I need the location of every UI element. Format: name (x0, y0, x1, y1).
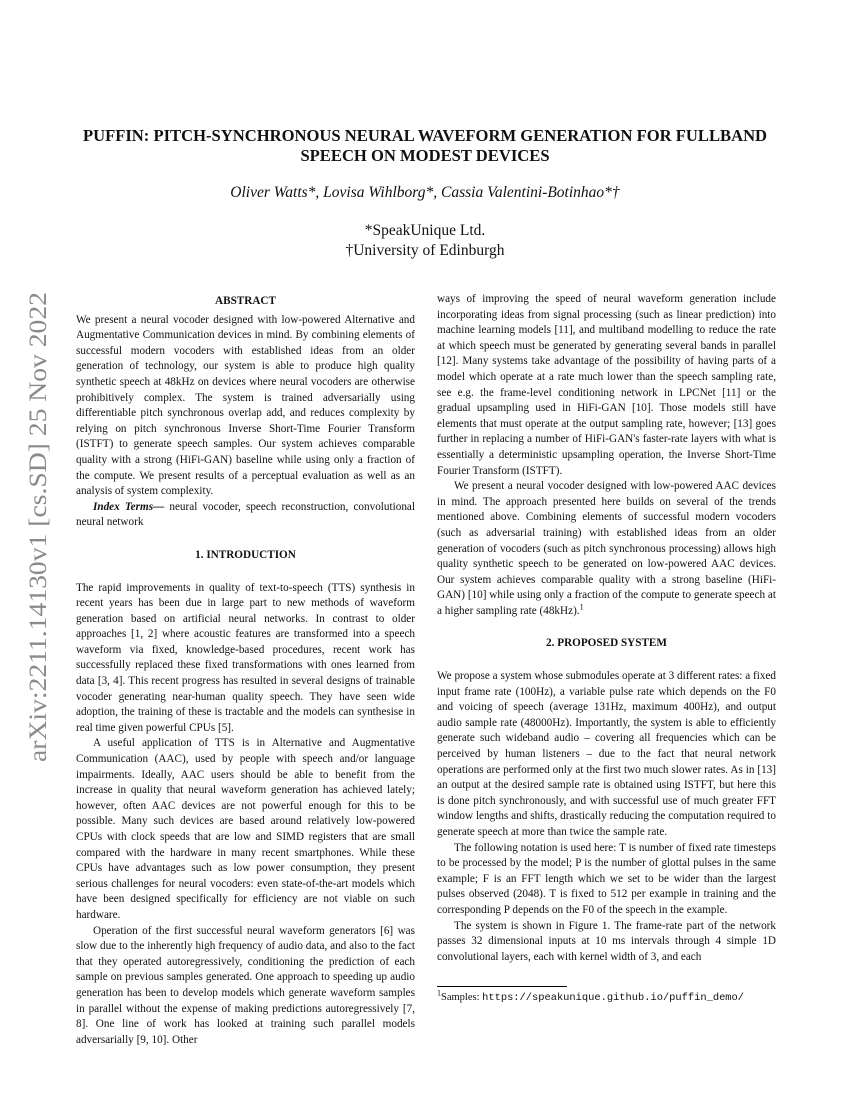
footnote-label: Samples: (441, 992, 483, 1003)
system-paragraph-1: We propose a system whose submodules operate at 3 different rates: a fixed input frame rate (100Hz), a variable pulse rate which depends on the F0 and voicing of speech (average 131Hz, maximum 400Hz), and output audio sample rate (48000Hz). Importantly, the system is able to efficiently generate such wideband audio – covering all frequencies which can be perceived by human listeners – due to the fact that neural network operations are performed only at the first two much slower rates. As in [13] an output at the desired sample rate is obtained using ISTFT, but here this is done pitch synchronously, and with successful use of much greater FFT window lengths and shifts, drastically reducing the computation required to generate speech at more than twice the sample rate. (437, 670, 776, 838)
index-terms (76, 500, 415, 531)
title-line-1: PUFFIN: PITCH-SYNCHRONOUS NEURAL WAVEFORM GENERATION FOR FULLBAND (82, 126, 768, 145)
intro-paragraph-3: Operation of the first successful neural waveform generators [6] was slow due to the inherently high frequency of audio data, and also to the fact that they operated autoregressively, conditioning the prediction of each sample on previous samples generated. One approach to speeding up audio generation has been to develop models which generate waveform samples in parallel without the expense of making predictions autoregressively [7, 8]. One line of work has looked at training such parallel models adversarially [9, 10]. Other (76, 924, 415, 1046)
left-column (76, 294, 415, 1048)
abstract-text: We present a neural vocoder designed with low-powered Alternative and Augmentative Communication devices in mind. By combining elements of successful modern vocoders with established ideas from an older generation of technology, our system is able to produce high quality synthetic speech at 48kHz on devices where neural vocoders are otherwise prohibitively complex. The system is trained adversarially using differentiable pitch synchronous overlap add, and reduces complexity by relying on pitch synchronous Inverse Short-Time Fourier Transform (ISTFT) to generate speech samples. Our system achieves comparable quality with a strong (HiFi-GAN) baseline while using only a fraction of the compute. We present results of a perceptual evaluation as well as an analysis of system complexity. (76, 313, 415, 498)
samples-url-link[interactable]: https://speakunique.github.io/puffin_demo/ (482, 992, 745, 1004)
arxiv-stamp-text: arXiv:2211.14130v1 [cs.SD] 25 Nov 2022 (25, 336, 52, 762)
right-column (437, 292, 776, 965)
paper-title (60, 126, 790, 166)
affiliation-edinburgh: †University of Edinburgh (345, 242, 505, 259)
abstract-heading: ABSTRACT (215, 295, 276, 307)
intro-paragraph-2: A useful application of TTS is in Alternative and Augmentative Communication (AAC), used by people with speech and/or language impairments. Ideally, AAC users should be able to benefit from the increase in quality that neural waveform generation has achieved lately; however, often AAC devices are not powerful enough for this to be possible. Many such devices are based around relatively low-powered CPUs with clock speeds that are low and SIMD registers that are small compared with the hardware in many recent smartphones. While these CPUs have advantages such as low power consumption, they present serious challenges for neural vocoders: even state-of-the-art models which have been designed specifically for efficiency are not viable on such hardware. (76, 737, 415, 921)
footnote-rule (437, 986, 567, 987)
footnote-marker: 1 (579, 602, 584, 612)
affiliation-speakunique: *SpeakUnique Ltd. (364, 222, 486, 239)
intro-paragraph-1: The rapid improvements in quality of text-to-speech (TTS) synthesis in recent years has been due in large part to new methods of waveform generation based on artificial neural networks. In contrast to older approaches [1, 2] where acoustic features are transformed into a speech waveform via fixed, knowledge-based procedures, recent work has successfully replaced these fixed transformations with ones learned from data [3, 4]. This recent progress has resulted in several designs of trainable vocoder generating near-human quality speech. They have seen wide adoption, the training of these is tractable and the models can synthesise in real time given powerful CPUs [5]. (76, 581, 415, 734)
system-paragraph-3: The system is shown in Figure 1. The frame-rate part of the network passes 32 dimensional inputs at 10 ms intervals through 4 simple 1D convolutional layers, each with kernel width of 3, and each (437, 919, 776, 963)
index-terms-text: neural vocoder, speech reconstruction, convolutional neural network (76, 500, 415, 529)
footnote-number: 1 (437, 988, 441, 998)
arxiv-stamp (14, 292, 54, 762)
proposed-system-heading: 2. PROPOSED SYSTEM (546, 637, 667, 650)
title-line-2: SPEECH ON MODEST DEVICES (300, 146, 550, 165)
index-terms-label: Index Terms— (93, 500, 165, 513)
author-list: Oliver Watts*, Lovisa Wihlborg*, Cassia Valentini-Botinhao*† (230, 184, 620, 201)
footnote (437, 986, 776, 1004)
intro-paragraph-4: ways of improving the speed of neural waveform generation include incorporating ideas from signal processing (such as linear prediction) into machine learning models [11], and multiband modelling to reduce the rate at which speech must be generated by generating several bands in parallel [12]. Many systems take advantage of the possibility of having parts of a model which operate at a rate much lower than the speech sampling rate, see e.g. the frame-level conditioning network in LPCNet [11] or the gradual upsampling used in HiFi-GAN [10]. Those models still have elements that must operate at the output sampling rate, however; [13] goes further in replacing a number of HiFi-GAN's faster-rate layers with what is essentially a deterministic upsampling operation, the Inverse Short-Time Fourier Transform (ISTFT). (437, 293, 776, 477)
intro-paragraph-5-text: We present a neural vocoder designed with low-powered AAC devices in mind. The approach presented here builds on several of the trends mentioned above. Combining elements of successful modern vocoders (such as adversarial training) with established ideas from an older generation of vocoders (such as pitch synchronous processing) allows high quality synthetic speech to be generated on low-powered AAC devices. Our system achieves comparable quality with a strong baseline (HiFi-GAN) [10] while using only a fraction of the compute to generate speech at a higher sampling rate (48kHz). (437, 480, 776, 617)
introduction-heading: 1. INTRODUCTION (195, 548, 296, 561)
system-paragraph-2: The following notation is used here: T is number of fixed rate timesteps to be processed by the model; P is the number of glottal pulses in the same example; F is an FFT length which we set to be wider than the largest pulses observed (2048). T is fixed to 512 per example in training and the corresponding P depends on the F0 of the speech in the example. (437, 841, 776, 916)
intro-paragraph-5 (437, 479, 776, 619)
affiliations (60, 221, 790, 261)
